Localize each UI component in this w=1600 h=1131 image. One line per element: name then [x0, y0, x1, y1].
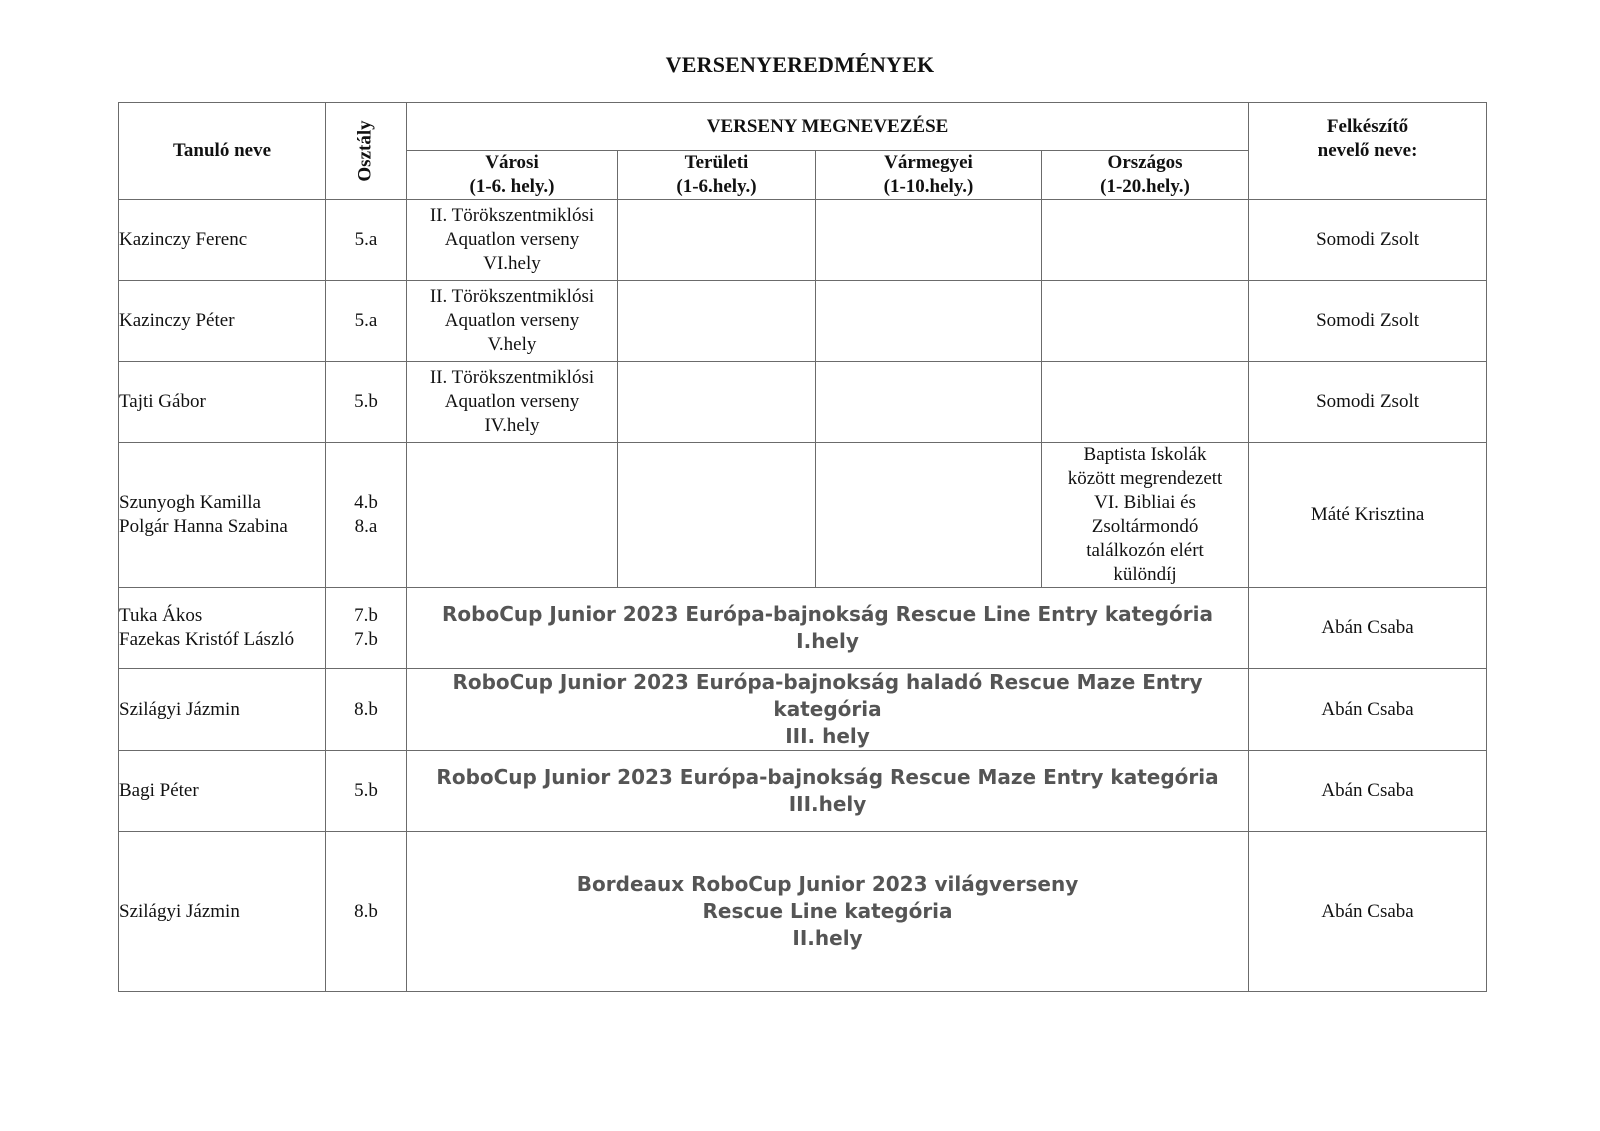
- header-class: [326, 103, 407, 200]
- level-cell-varosi: [407, 281, 618, 362]
- header-level-varosi: Városi (1-6. hely.): [407, 151, 618, 200]
- level-cell-varmegyei: [816, 362, 1042, 443]
- teacher-name: Máté Krisztina: [1249, 443, 1487, 588]
- class-cell: [326, 362, 407, 443]
- student-name-cell: [119, 751, 326, 832]
- competition-line: Aquatlon verseny: [444, 229, 580, 250]
- header-level-varmegyei: Vármegyei (1-10.hely.): [816, 151, 1042, 200]
- student-name: Tuka Ákos: [119, 605, 203, 626]
- competition-result: [407, 751, 1249, 832]
- table-row: [119, 669, 1487, 751]
- competition-result: [407, 669, 1249, 751]
- student-name: Bagi Péter: [119, 780, 199, 801]
- student-name: Szilágyi Jázmin: [119, 698, 240, 720]
- student-name: Tajti Gábor: [119, 391, 206, 412]
- student-name: Kazinczy Péter: [119, 310, 235, 331]
- teacher-name: Somodi Zsolt: [1249, 362, 1487, 443]
- competition-line: Baptista Iskolák: [1083, 444, 1207, 465]
- student-name: Kazinczy Ferenc: [119, 229, 248, 250]
- class-cell: [326, 443, 407, 588]
- student-name: Fazekas Kristóf László: [119, 629, 295, 650]
- level-cell-teruleti: [618, 281, 816, 362]
- competition-line: találkozón elért: [1086, 540, 1204, 561]
- competition-line: VI.hely: [483, 253, 541, 274]
- table-row: [119, 832, 1487, 992]
- class-value: 5.a: [354, 310, 378, 331]
- level-cell-orszagos: [1042, 443, 1249, 588]
- student-name-cell: [119, 362, 326, 443]
- competition-line: III. hely: [785, 724, 870, 748]
- class-cell: [326, 200, 407, 281]
- student-name: Szunyogh Kamilla: [119, 492, 261, 513]
- competition-line: különdíj: [1113, 564, 1177, 585]
- header-level-orszagos: Országos (1-20.hely.): [1042, 151, 1249, 200]
- header-competition: VERSENY MEGNEVEZÉSE: [407, 103, 1249, 151]
- teacher-name: Somodi Zsolt: [1249, 281, 1487, 362]
- student-name-cell: [119, 669, 326, 751]
- competition-line: Zsoltármondó: [1091, 516, 1199, 537]
- teacher-name: Abán Csaba: [1249, 669, 1487, 751]
- header-teacher: [1249, 103, 1487, 200]
- level-cell-orszagos: [1042, 200, 1249, 281]
- class-cell: [326, 751, 407, 832]
- header-teacher-line: nevelő neve:: [1317, 140, 1418, 161]
- results-body: [119, 200, 1487, 992]
- student-name-cell: [119, 832, 326, 992]
- class-value: 8.b: [354, 900, 378, 922]
- class-cell: [326, 588, 407, 669]
- level-cell-teruleti: [618, 362, 816, 443]
- class-value: 4.b: [354, 492, 378, 513]
- competition-line: IV.hely: [484, 415, 540, 436]
- level-cell-varmegyei: [816, 443, 1042, 588]
- student-name-cell: [119, 443, 326, 588]
- competition-line: Rescue Line kategória: [702, 899, 953, 923]
- level-cell-orszagos: [1042, 362, 1249, 443]
- competition-line: I.hely: [796, 629, 859, 653]
- class-cell: [326, 832, 407, 992]
- competition-line: Aquatlon verseny: [444, 310, 580, 331]
- table-row: [119, 362, 1487, 443]
- class-cell: [326, 281, 407, 362]
- class-value: 8.a: [354, 516, 378, 537]
- competition-line: III.hely: [788, 792, 867, 816]
- header-teacher-line: Felkészítő: [1326, 116, 1409, 137]
- competition-line: RoboCup Junior 2023 Európa-bajnokság haladó Rescue Maze Entry kategória: [452, 670, 1203, 721]
- competition-result: [407, 832, 1249, 992]
- competition-line: Aquatlon verseny: [444, 391, 580, 412]
- header-student-name: Tanuló neve: [119, 103, 326, 200]
- teacher-name: Abán Csaba: [1249, 832, 1487, 992]
- competition-line: között megrendezett: [1067, 468, 1223, 489]
- level-cell-varosi: [407, 362, 618, 443]
- results-table: [118, 102, 1487, 992]
- level-cell-teruleti: [618, 200, 816, 281]
- class-value: 8.b: [354, 698, 378, 720]
- teacher-name: Somodi Zsolt: [1249, 200, 1487, 281]
- table-row: [119, 588, 1487, 669]
- competition-line: VI. Bibliai és: [1094, 492, 1196, 513]
- teacher-name: Abán Csaba: [1249, 751, 1487, 832]
- competition-result: [407, 588, 1249, 669]
- student-name-cell: [119, 200, 326, 281]
- competition-line: V.hely: [487, 334, 537, 355]
- level-cell-varmegyei: [816, 281, 1042, 362]
- competition-line: II. Törökszentmiklósi: [429, 286, 595, 307]
- level-cell-varosi: [407, 200, 618, 281]
- student-name: Szilágyi Jázmin: [119, 900, 240, 922]
- level-cell-varmegyei: [816, 200, 1042, 281]
- level-cell-varosi: [407, 443, 618, 588]
- header-level-teruleti: Területi (1-6.hely.): [618, 151, 816, 200]
- page-title: VERSENYEREDMÉNYEK: [665, 52, 935, 77]
- table-row: [119, 751, 1487, 832]
- level-cell-teruleti: [618, 443, 816, 588]
- competition-line: RoboCup Junior 2023 Európa-bajnokság Rescue Line Entry kategória: [442, 602, 1214, 626]
- class-cell: [326, 669, 407, 751]
- class-value: 7.b: [354, 629, 378, 650]
- competition-line: Bordeaux RoboCup Junior 2023 világverseny: [576, 872, 1079, 896]
- competition-line: RoboCup Junior 2023 Európa-bajnokság Rescue Maze Entry kategória: [436, 765, 1219, 789]
- class-value: 5.b: [354, 780, 378, 801]
- teacher-name: Abán Csaba: [1249, 588, 1487, 669]
- class-value: 5.a: [354, 229, 378, 250]
- competition-line: II. Törökszentmiklósi: [429, 205, 595, 226]
- header-class-label: Osztály: [355, 120, 376, 182]
- student-name-cell: [119, 588, 326, 669]
- table-row: [119, 281, 1487, 362]
- student-name: Polgár Hanna Szabina: [119, 516, 288, 537]
- level-cell-orszagos: [1042, 281, 1249, 362]
- class-value: 5.b: [354, 391, 378, 412]
- competition-line: II. Törökszentmiklósi: [429, 367, 595, 388]
- class-value: 7.b: [354, 605, 378, 626]
- competition-line: II.hely: [792, 926, 863, 950]
- table-row: [119, 200, 1487, 281]
- student-name-cell: [119, 281, 326, 362]
- table-row: [119, 443, 1487, 588]
